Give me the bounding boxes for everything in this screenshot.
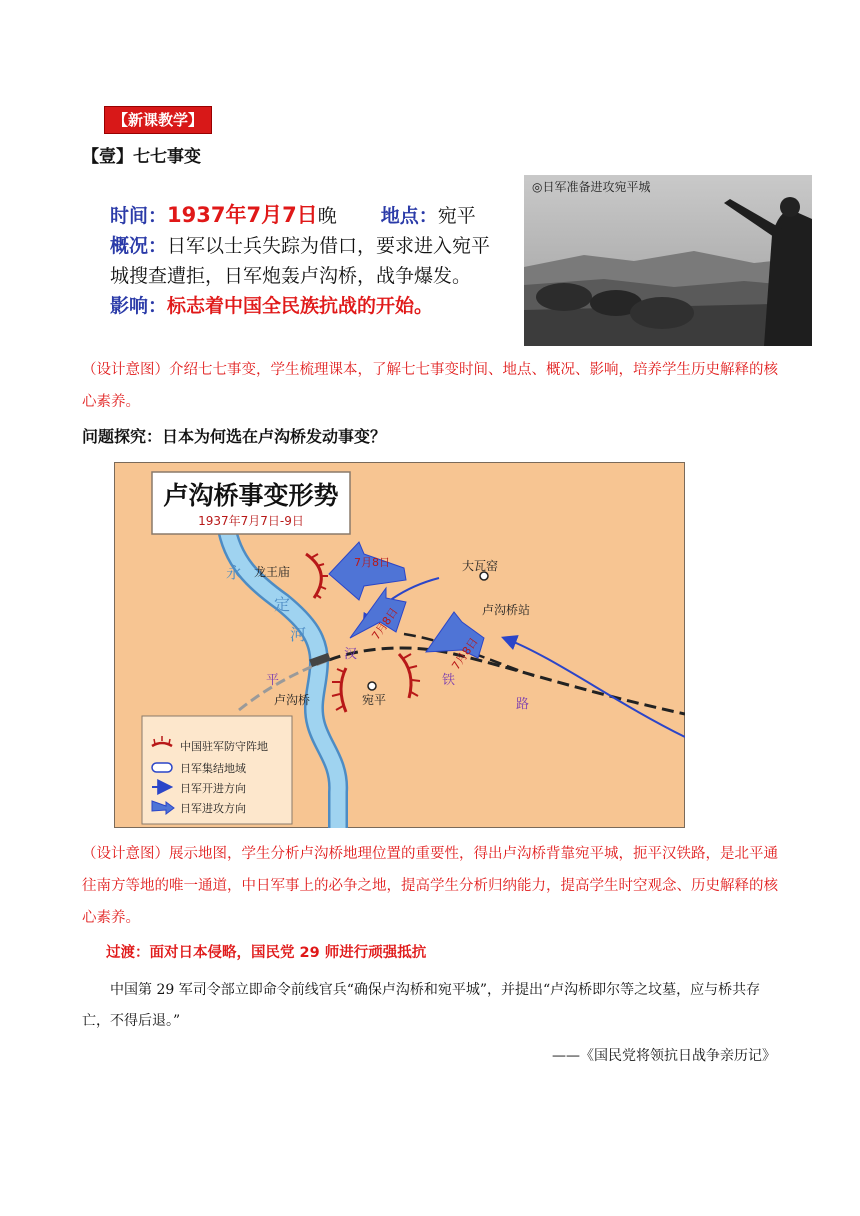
place-value: 宛平 [437, 205, 476, 227]
time-place-row [110, 200, 520, 231]
design-intent-1: （设计意图）介绍七七事变，学生梳理课本，了解七七事变时间、地点、概况、影响，培养学生历史解释的核心素养。 [82, 362, 778, 410]
date-label-1: 7月8日 [354, 556, 390, 569]
event-summary [110, 200, 520, 321]
river-char-2: 定 [274, 595, 291, 614]
place-lugouqiao: 卢沟桥 [274, 693, 311, 707]
river-char-1: 永 [226, 563, 243, 582]
legend-label-3: 日军开进方向 [180, 782, 246, 795]
time-label: 时间： [110, 205, 168, 227]
place-dawayao: 大瓦窑 [462, 559, 499, 573]
inquiry-question: 问题探究：日本为何选在卢沟桥发动事变？ [82, 427, 387, 446]
lugouqiao-incident-map [114, 462, 685, 828]
place-label: 地点： [380, 205, 438, 227]
map-subtitle: 1937年7月7日-9日 [198, 514, 304, 528]
overview-row [110, 231, 520, 261]
map-title: 卢沟桥事变形势 [163, 481, 339, 510]
design-intent-2: （设计意图）展示地图，学生分析卢沟桥地理位置的重要性，得出卢沟桥背靠宛平城，扼平汉铁路，是北平通往南方等地的唯一通道，中日军事上的必争之地，提高学生分析归纳能力，提高学生时空观念、历史解释的核心素养。 [82, 846, 778, 926]
wanping-marker [368, 682, 376, 690]
transition-text: 过渡：面对日本侵略，国民党 29 师进行顽强抵抗 [106, 945, 427, 961]
overview-label: 概况： [110, 235, 168, 257]
section-title: 【壹】七七事变 [82, 147, 201, 167]
railway-char-2: 汉 [344, 647, 358, 662]
legend-assembly-icon [152, 763, 172, 772]
legend-label-2: 日军集结地域 [180, 762, 246, 775]
quote-source: ——《国民党将领抗日战争亲历记》 [552, 1048, 776, 1064]
photo-caption: ◎日军准备进攻宛平城 [532, 180, 651, 194]
date-label-2: 7月8日 [369, 605, 401, 643]
time-value: 1937年7月7日 [167, 203, 318, 227]
time-suffix: 晚 [317, 205, 337, 227]
overview-line-1: 日军以士兵失踪为借口，要求进入宛平 [167, 235, 491, 257]
river-char-3: 河 [290, 625, 307, 644]
new-lesson-badge: 【新课教学】 [104, 106, 212, 134]
historical-quote: 中国第 29 军司令部立即命令前线官兵“确保卢沟桥和宛平城”，并提出“卢沟桥即尔等之坟墓，应与桥共存亡，不得后退。” [82, 982, 761, 1029]
place-longwangmiao: 龙王庙 [254, 565, 291, 579]
overview-line-2: 城搜查遭拒，日军炮轰卢沟桥，战争爆发。 [110, 265, 472, 287]
dawayao-marker [480, 572, 488, 580]
railway-char-1: 平 [266, 673, 280, 688]
date-label-3: 7月8日 [449, 635, 481, 673]
impact-row [110, 291, 520, 321]
legend-label-1: 中国驻军防守阵地 [180, 740, 268, 753]
impact-label: 影响： [110, 295, 168, 317]
railway-char-3: 铁 [442, 673, 456, 688]
impact-value: 标志着中国全民族抗战的开始。 [167, 295, 434, 317]
overview-row-2 [110, 261, 520, 291]
railway-char-4: 路 [516, 697, 530, 712]
japanese-army-photo [524, 175, 812, 346]
legend-label-4: 日军进攻方向 [180, 802, 246, 815]
place-wanping: 宛平 [362, 693, 387, 707]
place-lugouqiao-station: 卢沟桥站 [482, 603, 531, 617]
